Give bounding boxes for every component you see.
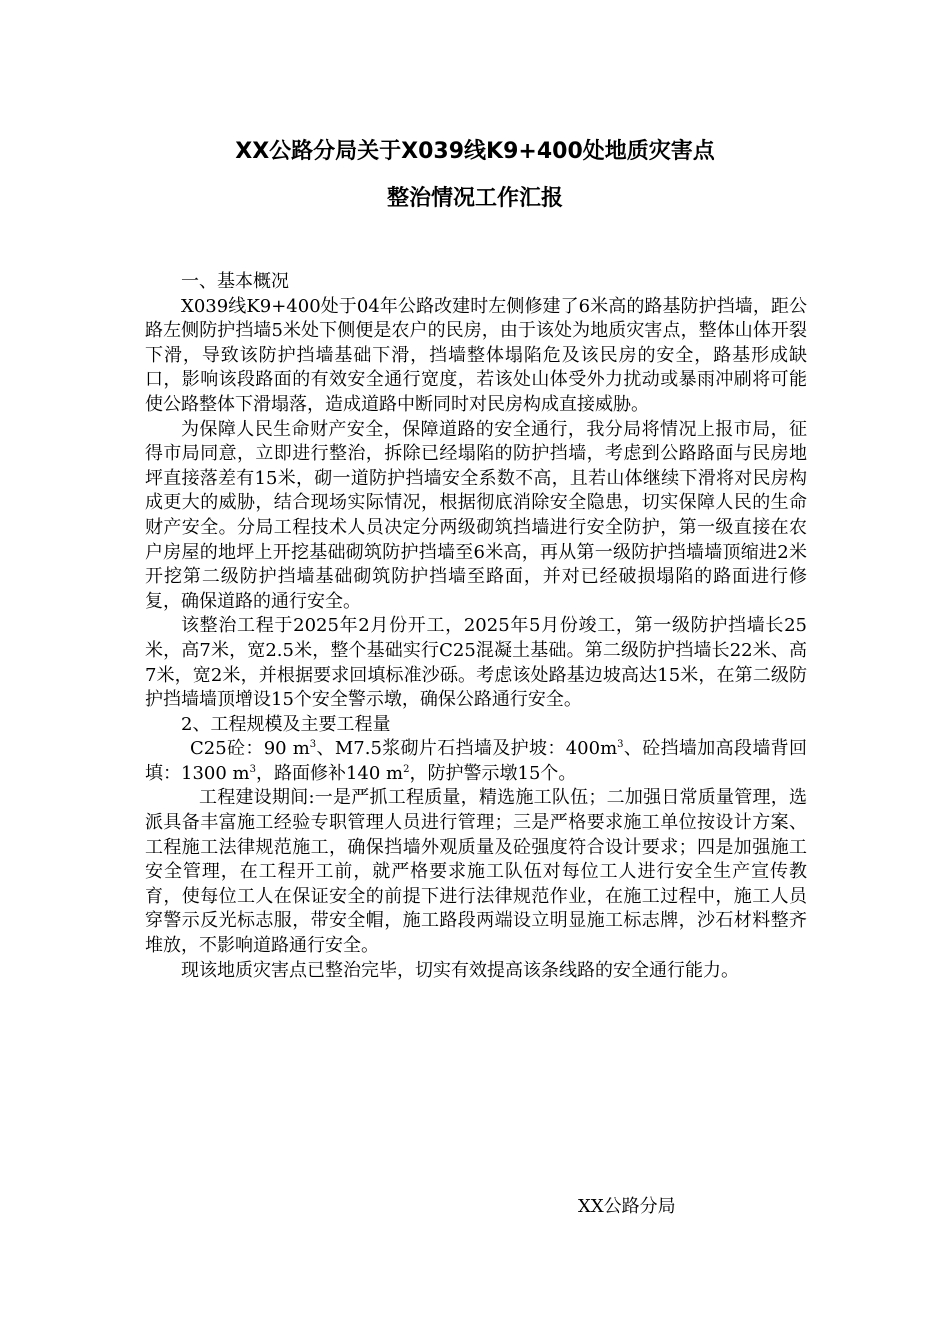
section-heading-project-scale: 2、工程规模及主要工程量 (181, 713, 391, 735)
document-body (145, 270, 807, 983)
section-heading-basic-overview: 一、基本概况 (181, 271, 289, 292)
paragraph-quantities (145, 737, 807, 786)
qty-part-e: ，防护警示墩15个。 (409, 762, 577, 784)
qty-sup-3: 3 (249, 763, 256, 775)
qty-part-b: 、M7.5浆砌片石挡墙及护坡：400m (316, 738, 618, 760)
qty-part-a: C25砼：90 m (190, 738, 310, 760)
document-title-line1: XX公路分局关于X039线K9+400处地质灾害点 (235, 139, 715, 164)
paragraph-remediation-plan: 为保障人民生命财产安全，保障道路的安全通行，我分局将情况上报市局，征得市局同意，立即进行整治，拆除已经塌陷的防护挡墙，考虑到公路路面与民房地坪直接落差有15米，砌一道防护挡墙安全系数不高，且若山体继续下滑将对民房构成更大的威胁，结合现场实际情况，根据彻底消除安全隐患，切实保障人民的生命财产安全。分局工程技术人员决定分两级砌筑挡墙进行安全防护，第一级直接在农户房屋的地坪上开挖基础砌筑防护挡墙至6米高，再从第一级防护挡墙墙顶缩进2米开挖第二级防护挡墙基础砌筑防护挡墙至路面，并对已经破损塌陷的路面进行修复，确保道路的通行安全。 (145, 418, 807, 612)
document-title-line2: 整治情况工作汇报 (386, 186, 563, 211)
qty-sup-2: 3 (617, 739, 624, 751)
qty-part-c: 、砼挡墙加高段墙背回填：1300 m (145, 738, 808, 784)
paragraph-overview: X039线K9+400处于04年公路改建时左侧修建了6米高的路基防护挡墙，距公路左侧防护挡墙5米处下侧便是农户的民房，由于该处为地质灾害点，整体山体开裂下滑，导致该防护挡墙基础下滑，挡墙整体塌陷危及该民房的安全，路基形成缺口，影响该段路面的有效安全通行宽度，若该处山体受外力扰动或暴雨冲刷将可能使公路整体下滑塌落，造成道路中断同时对民房构成直接威胁。 (145, 295, 807, 415)
qty-sup-4: 2 (403, 763, 410, 775)
qty-sup-1: 3 (309, 739, 317, 751)
signature-organization: XX公路分局 (578, 1196, 676, 1217)
qty-part-d: ，路面修补140 m (255, 762, 404, 784)
paragraph-conclusion: 现该地质灾害点已整治完毕，切实有效提高该条线路的安全通行能力。 (181, 959, 739, 981)
paragraph-construction-management: 工程建设期间:一是严抓工程质量，精选施工队伍；二加强日常质量管理，选派具备丰富施工经验专职管理人员进行管理；三是严格要求施工单位按设计方案、工程施工法律规范施工，确保挡墙外观质量及砼强度符合设计要求；四是加强施工安全管理，在工程开工前，就严格要求施工队伍对每位工人进行安全生产宣传教育，使每位工人在保证安全的前提下进行法律规范作业，在施工过程中，施工人员穿警示反光标志服，带安全帽，施工路段两端设立明显施工标志牌，沙石材料整齐堆放，不影响道路通行安全。 (145, 787, 807, 957)
paragraph-construction-details: 该整治工程于2025年2月份开工，2025年5月份竣工，第一级防护挡墙长25米，高7米，宽2.5米，整个基础实行C25混凝土基础。第二级防护挡墙长22米、高7米，宽2米，并根据要求回填标准沙砾。考虑该处路基边坡高达15米，在第二级防护挡墙墙顶增设15个安全警示墩，确保公路通行安全。 (145, 615, 807, 711)
